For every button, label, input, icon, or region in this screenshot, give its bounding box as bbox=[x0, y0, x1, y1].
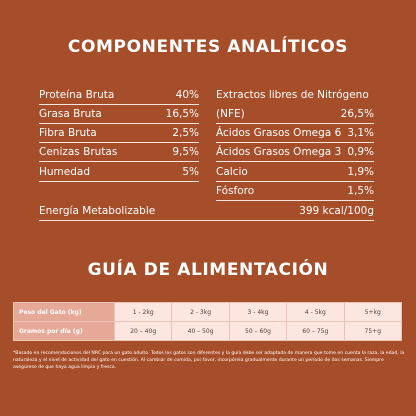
nutrient-row-moisture bbox=[39, 166, 199, 179]
nutrient-label: Humedad bbox=[39, 166, 91, 178]
nutrient-row-omega3 bbox=[216, 146, 374, 159]
nutrient-value: 26,5% bbox=[340, 108, 374, 120]
table-cell: 1 - 2kg bbox=[115, 303, 172, 322]
nfe-heading: Extractos libres de Nitrógeno bbox=[216, 89, 369, 101]
feeding-table bbox=[13, 302, 402, 341]
nutrient-value: 0,9% bbox=[347, 146, 374, 158]
nutrient-label: Proteína Bruta bbox=[39, 89, 115, 101]
table-cell: 4 - 5kg bbox=[287, 303, 344, 322]
table-cell: 20 – 40g bbox=[115, 322, 172, 341]
nutrient-row-nfe bbox=[216, 108, 374, 121]
nutrient-row-ash bbox=[39, 146, 199, 159]
energy-label: Energía Metabolizable bbox=[39, 205, 156, 217]
nutrient-value: 3,1% bbox=[347, 127, 374, 139]
divider bbox=[39, 142, 199, 143]
nutrient-label: Ácidos Grasos Omega 6 bbox=[216, 127, 342, 139]
nutrient-label: Grasa Bruta bbox=[39, 108, 102, 120]
divider bbox=[216, 161, 374, 162]
nutrient-row-protein bbox=[39, 89, 199, 102]
divider bbox=[216, 142, 374, 143]
energy-value: 399 kcal/100g bbox=[299, 205, 374, 217]
nutrient-label: (NFE) bbox=[216, 108, 245, 120]
analytics-title: COMPONENTES ANALÍTICOS bbox=[67, 37, 349, 57]
table-row bbox=[14, 303, 402, 322]
table-cell: 40 – 50g bbox=[172, 322, 229, 341]
nutrient-value: 5% bbox=[182, 166, 199, 178]
nutrient-row-fat bbox=[39, 108, 199, 121]
divider bbox=[39, 181, 199, 182]
divider bbox=[216, 181, 374, 182]
nutrient-value: 1,5% bbox=[347, 185, 374, 197]
table-cell: 50 – 60g bbox=[229, 322, 286, 341]
nutrient-value: 16,5% bbox=[165, 108, 199, 120]
divider bbox=[39, 220, 374, 221]
energy-row bbox=[39, 205, 374, 218]
nutrient-label: Fósforo bbox=[216, 185, 255, 197]
row-header-grams: Gramos por día (g) bbox=[14, 322, 115, 341]
footnote: *Basado en recomendaciones del NRC para un gato adulto. Todos los gatos son diferentes y la guía debe ser adaptada de manera que tome en cuenta la raza, la edad, la naturaleza y el nivel de actividad del gato en cuestión. Al cambiar de comida, por favor, incorpórela gradualmente durante un período de dos semanas. Siempre asegúrese de que haya agua limpia y fresca. bbox=[13, 351, 405, 370]
nutrient-label: Cenizas Brutas bbox=[39, 146, 118, 158]
table-cell: 5+kg bbox=[344, 303, 401, 322]
divider bbox=[39, 161, 199, 162]
nutrient-row-omega6 bbox=[216, 127, 374, 140]
table-cell: 60 – 75g bbox=[287, 322, 344, 341]
divider bbox=[39, 123, 199, 124]
nutrient-row-fiber bbox=[39, 127, 199, 140]
row-header-weight: Peso del Gato (kg) bbox=[14, 303, 115, 322]
table-cell: 75+g bbox=[344, 322, 401, 341]
nutrient-label: Calcio bbox=[216, 166, 248, 178]
nutrient-label: Fibra Bruta bbox=[39, 127, 97, 139]
nutrient-row-phosphorus bbox=[216, 185, 374, 198]
nutrient-value: 2,5% bbox=[172, 127, 199, 139]
divider bbox=[216, 200, 374, 201]
divider bbox=[39, 104, 199, 105]
nutrient-label: Ácidos Grasos Omega 3 bbox=[216, 146, 342, 158]
table-cell: 2 - 3kg bbox=[172, 303, 229, 322]
feeding-title: GUÍA DE ALIMENTACIÓN bbox=[87, 260, 329, 280]
nutrient-value: 9,5% bbox=[172, 146, 199, 158]
table-row bbox=[14, 322, 402, 341]
nutrient-value: 40% bbox=[175, 89, 199, 101]
table-cell: 3 - 4kg bbox=[229, 303, 286, 322]
nutrient-value: 1,9% bbox=[347, 166, 374, 178]
divider bbox=[216, 123, 374, 124]
nutrient-row-calcium bbox=[216, 166, 374, 179]
